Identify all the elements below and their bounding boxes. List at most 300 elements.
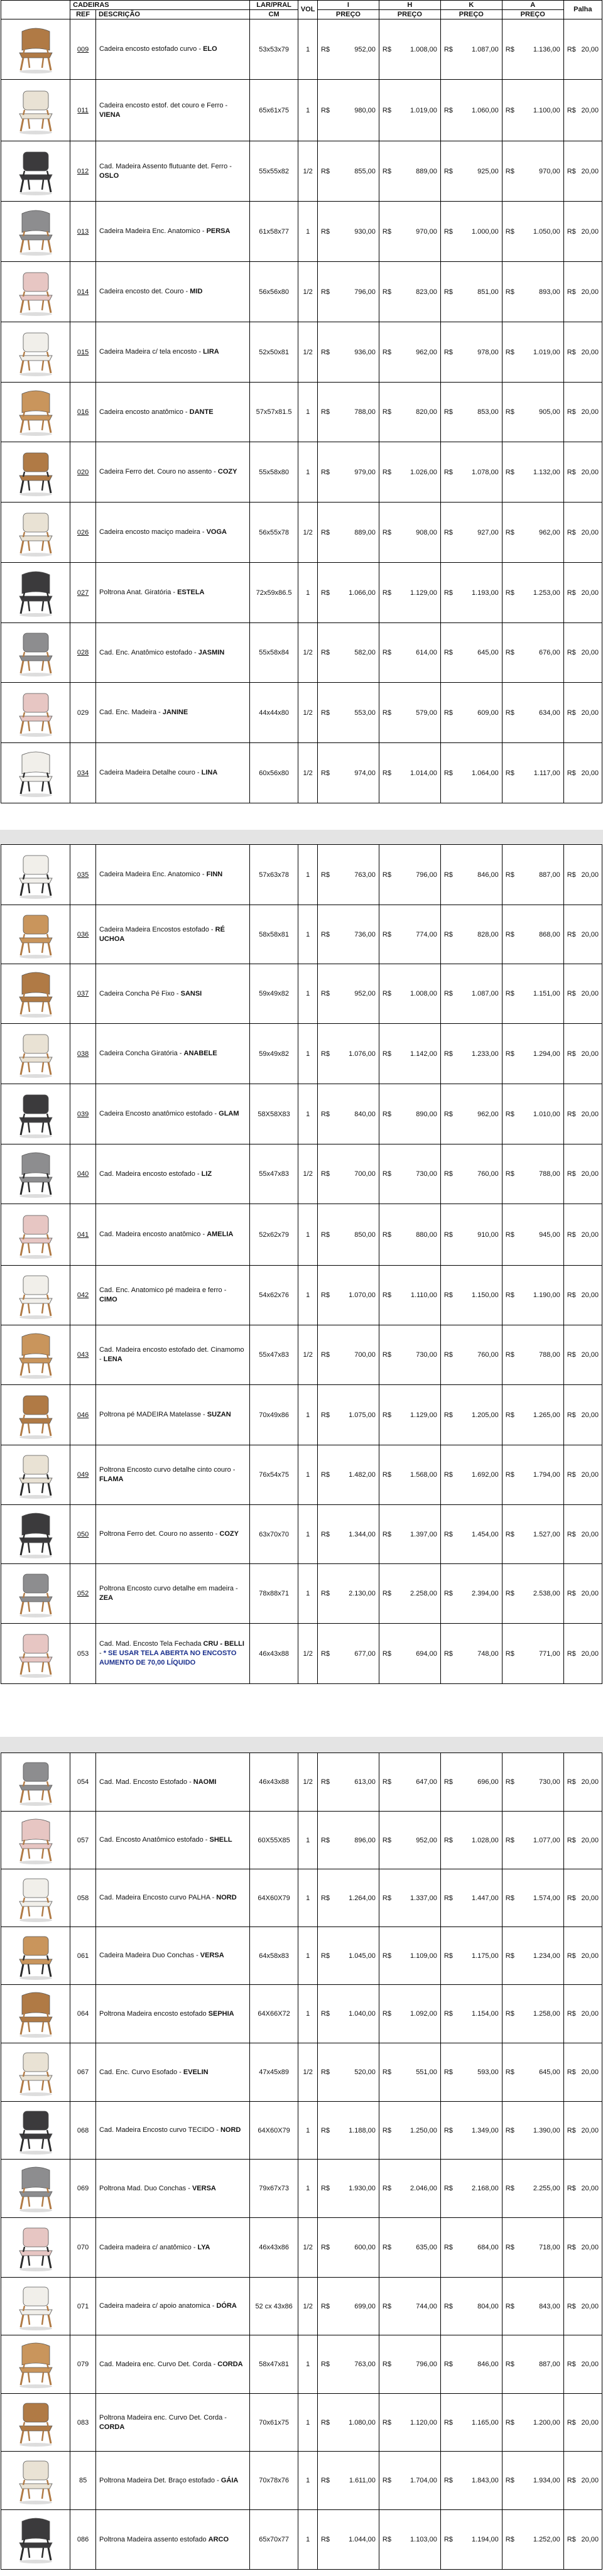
- price-value: 788,00: [539, 1170, 560, 1178]
- currency-symbol: R$: [443, 1471, 453, 1479]
- product-name: Cadeira Encosto anatômico estofado -: [99, 1110, 217, 1117]
- product-price: [379, 623, 440, 683]
- product-description: [95, 845, 249, 905]
- product-palha-price: [563, 845, 602, 905]
- product-dims: 60x56x80: [249, 743, 298, 803]
- price-value: 647,00: [416, 1778, 437, 1786]
- product-image: [1, 1084, 70, 1144]
- price-value: 796,00: [416, 2361, 437, 2368]
- product-dims: 57x57x81.5: [249, 383, 298, 442]
- product-row: [1, 2394, 602, 2452]
- product-price: [317, 1024, 379, 1084]
- product-row: [1, 1753, 602, 1812]
- currency-symbol: R$: [443, 2244, 453, 2251]
- product-row: [1, 442, 602, 503]
- product-palha-price: [563, 1144, 602, 1204]
- product-row: [1, 1084, 602, 1144]
- price-value: 1.843,00: [471, 2477, 499, 2484]
- price-value: 684,00: [477, 2244, 499, 2251]
- product-row: [1, 905, 602, 964]
- currency-symbol: R$: [567, 2477, 576, 2484]
- currency-symbol: R$: [320, 2126, 330, 2134]
- currency-symbol: R$: [505, 649, 514, 656]
- product-row: [1, 19, 602, 80]
- product-price: [502, 383, 563, 442]
- product-name: Poltrona pé MADEIRA Matelasse -: [99, 1411, 205, 1418]
- price-value: 551,00: [416, 2068, 437, 2076]
- product-palha-price: [563, 2510, 602, 2570]
- price-table-section: [0, 0, 603, 803]
- product-description: [95, 743, 249, 803]
- product-ref: [70, 2335, 96, 2394]
- product-row: [1, 1564, 602, 1624]
- currency-symbol: R$: [320, 2185, 330, 2192]
- price-value: 788,00: [354, 408, 376, 416]
- product-price: [502, 2160, 563, 2218]
- header-ref: REF: [70, 10, 96, 19]
- product-ref-code: 061: [77, 1952, 89, 1960]
- currency-symbol: R$: [567, 2068, 576, 2076]
- price-value: 1.934,00: [533, 2477, 560, 2484]
- currency-symbol: R$: [382, 1110, 391, 1118]
- price-value: 952,00: [354, 990, 376, 997]
- price-value: 1.190,00: [533, 1291, 560, 1299]
- product-model: PERSA: [206, 227, 231, 235]
- product-ref-code: 046: [77, 1411, 89, 1419]
- price-value: 974,00: [354, 769, 376, 777]
- product-price: [440, 262, 502, 322]
- product-price: [502, 141, 563, 202]
- palha-value: 20,00: [581, 1530, 599, 1538]
- currency-symbol: R$: [320, 528, 330, 536]
- product-row: [1, 964, 602, 1024]
- product-model: CORDA: [217, 2360, 243, 2368]
- price-table: [1, 1753, 602, 2570]
- product-row: [1, 202, 602, 262]
- product-palha-price: [563, 1266, 602, 1325]
- product-price: [502, 2102, 563, 2160]
- currency-symbol: R$: [320, 1471, 330, 1479]
- product-description: [95, 1753, 249, 1812]
- product-ref: [70, 1204, 96, 1266]
- currency-symbol: R$: [382, 1471, 391, 1479]
- currency-symbol: R$: [443, 649, 453, 656]
- product-description: [95, 905, 249, 964]
- currency-symbol: R$: [567, 1351, 576, 1359]
- price-value: 1.014,00: [410, 769, 437, 777]
- price-value: 1.193,00: [471, 589, 499, 597]
- currency-symbol: R$: [382, 1231, 391, 1239]
- product-ref: [70, 1869, 96, 1927]
- product-model: ESTELA: [177, 589, 205, 596]
- price-value: 962,00: [416, 348, 437, 356]
- product-ref: [70, 2160, 96, 2218]
- product-price: [502, 80, 563, 141]
- product-model: DANTE: [189, 408, 214, 416]
- product-description: [95, 1505, 249, 1564]
- price-value: 855,00: [354, 167, 376, 175]
- currency-symbol: R$: [567, 1778, 576, 1786]
- product-palha-price: [563, 743, 602, 803]
- currency-symbol: R$: [505, 106, 514, 114]
- product-price: [502, 1753, 563, 1812]
- price-value: 763,00: [354, 871, 376, 879]
- product-dims: 57x63x78: [249, 845, 298, 905]
- product-dims: 58x47x81: [249, 2335, 298, 2394]
- product-description: [95, 80, 249, 141]
- product-price: [502, 1266, 563, 1325]
- price-value: 979,00: [354, 468, 376, 476]
- product-price: [440, 19, 502, 80]
- currency-symbol: R$: [443, 2126, 453, 2134]
- product-vol: 1: [298, 2394, 318, 2452]
- price-value: 774,00: [416, 930, 437, 938]
- product-name: Cadeira encosto det. Couro -: [99, 288, 188, 295]
- currency-symbol: R$: [505, 2536, 514, 2543]
- product-price: [317, 2160, 379, 2218]
- product-price: [502, 442, 563, 503]
- price-value: 1.076,00: [349, 1050, 376, 1058]
- product-vol: 1: [298, 2102, 318, 2160]
- palha-value: 20,00: [581, 2126, 599, 2134]
- product-dims: 46x43x88: [249, 1753, 298, 1812]
- product-model: FINN: [206, 871, 223, 878]
- product-price: [440, 2335, 502, 2394]
- product-ref-code: 012: [77, 167, 89, 175]
- currency-symbol: R$: [320, 408, 330, 416]
- currency-symbol: R$: [567, 2536, 576, 2543]
- palha-value: 20,00: [581, 2185, 599, 2192]
- product-price: [317, 1266, 379, 1325]
- product-name: Cad. Madeira encosto anatômico -: [99, 1231, 205, 1238]
- product-name: Cadeira Madeira Duo Conchas -: [99, 1952, 198, 1959]
- product-model: VIENA: [99, 111, 121, 119]
- palha-value: 20,00: [581, 1291, 599, 1299]
- product-price: [502, 1812, 563, 1869]
- product-model: OSLO: [99, 171, 119, 180]
- product-ref-code: 029: [77, 709, 89, 717]
- product-row: [1, 262, 602, 322]
- product-price: [317, 1869, 379, 1927]
- section-separator: [0, 1737, 603, 1753]
- product-model: ELO: [203, 45, 217, 53]
- product-price: [379, 2160, 440, 2218]
- product-model: SEPHIA: [208, 2009, 234, 2018]
- currency-symbol: R$: [443, 709, 453, 717]
- price-value: 1.568,00: [410, 1471, 437, 1479]
- product-row: [1, 322, 602, 383]
- product-description: [95, 322, 249, 383]
- currency-symbol: R$: [505, 1530, 514, 1538]
- product-ref-code: 058: [77, 1894, 89, 1902]
- price-value: 908,00: [416, 528, 437, 536]
- product-vol: 1: [298, 80, 318, 141]
- currency-symbol: R$: [382, 2361, 391, 2368]
- currency-symbol: R$: [505, 871, 514, 879]
- price-value: 1.233,00: [471, 1050, 499, 1058]
- price-value: 614,00: [416, 649, 437, 656]
- product-price: [317, 442, 379, 503]
- product-image: [1, 563, 70, 623]
- product-price: [502, 1385, 563, 1445]
- product-ref-code: 014: [77, 288, 89, 296]
- product-vol: 1/2: [298, 623, 318, 683]
- product-price: [502, 2043, 563, 2102]
- currency-symbol: R$: [443, 45, 453, 53]
- product-price: [502, 1144, 563, 1204]
- price-value: 1.064,00: [471, 769, 499, 777]
- product-price: [317, 1204, 379, 1266]
- price-value: 600,00: [354, 2244, 376, 2251]
- price-value: 1.175,00: [471, 1952, 499, 1960]
- product-description: [95, 262, 249, 322]
- product-dims: 63x70x70: [249, 1505, 298, 1564]
- product-name: Poltrona Encosto curvo detalhe cinto couro -: [99, 1466, 236, 1474]
- product-price: [379, 2510, 440, 2570]
- product-price: [379, 1325, 440, 1385]
- product-description: [95, 1869, 249, 1927]
- header-descricao: DESCRIÇÃO: [95, 10, 249, 19]
- product-ref: [70, 1084, 96, 1144]
- price-value: 1.120,00: [410, 2418, 437, 2427]
- product-image: [1, 1325, 70, 1385]
- product-palha-price: [563, 383, 602, 442]
- product-ref: [70, 1812, 96, 1869]
- currency-symbol: R$: [443, 1231, 453, 1239]
- currency-symbol: R$: [320, 227, 330, 236]
- price-value: 2.130,00: [349, 1590, 376, 1597]
- product-price: [502, 2452, 563, 2510]
- currency-symbol: R$: [505, 1894, 514, 1902]
- product-model: ZEA: [99, 1594, 113, 1602]
- price-value: 1.110,00: [410, 1291, 437, 1299]
- product-description: [95, 1564, 249, 1624]
- price-value: 804,00: [477, 2302, 499, 2310]
- product-name: Poltrona Ferro det. Couro no assento -: [99, 1530, 218, 1538]
- product-price: [379, 1812, 440, 1869]
- currency-symbol: R$: [505, 769, 514, 777]
- product-vol: 1: [298, 1204, 318, 1266]
- product-name: Poltrona Madeira assento estofado: [99, 2535, 207, 2543]
- currency-symbol: R$: [567, 408, 576, 416]
- product-ref-code: 039: [77, 1110, 89, 1118]
- product-price: [379, 1385, 440, 1445]
- product-price: [440, 80, 502, 141]
- price-value: 846,00: [477, 2361, 499, 2368]
- product-price: [502, 1869, 563, 1927]
- currency-symbol: R$: [443, 227, 453, 236]
- product-ref: [70, 964, 96, 1024]
- product-palha-price: [563, 141, 602, 202]
- price-table: [1, 844, 602, 1684]
- price-value: 1.344,00: [349, 1530, 376, 1538]
- product-vol: 1: [298, 442, 318, 503]
- product-ref-code: 027: [77, 589, 89, 597]
- currency-symbol: R$: [443, 1110, 453, 1118]
- product-price: [379, 1505, 440, 1564]
- product-name: Poltrona Madeira Det. Braço estofado -: [99, 2476, 219, 2484]
- product-dims: 53x53x79: [249, 19, 298, 80]
- price-value: 962,00: [477, 1110, 499, 1118]
- product-dims: 44x44x80: [249, 683, 298, 743]
- product-price: [317, 19, 379, 80]
- product-price: [317, 1753, 379, 1812]
- currency-symbol: R$: [382, 1952, 391, 1960]
- product-price: [317, 1985, 379, 2043]
- currency-symbol: R$: [382, 709, 391, 717]
- product-price: [317, 80, 379, 141]
- currency-symbol: R$: [505, 709, 514, 717]
- product-image: [1, 2160, 70, 2218]
- product-image: [1, 1505, 70, 1564]
- price-value: 927,00: [477, 528, 499, 536]
- product-dims: 65x70x77: [249, 2510, 298, 2570]
- price-value: 936,00: [354, 348, 376, 356]
- product-ref-code: 040: [77, 1170, 89, 1178]
- product-palha-price: [563, 1985, 602, 2043]
- product-price: [502, 2510, 563, 2570]
- product-name: Poltrona Madeira enc. Curvo Det. Corda -: [99, 2413, 227, 2421]
- price-value: 677,00: [354, 1649, 376, 1658]
- product-ref: [70, 1385, 96, 1445]
- product-description: [95, 1266, 249, 1325]
- product-price: [317, 1325, 379, 1385]
- palha-value: 20,00: [581, 1894, 599, 1902]
- currency-symbol: R$: [443, 408, 453, 416]
- price-value: 1.136,00: [533, 45, 560, 53]
- product-description: [95, 442, 249, 503]
- currency-symbol: R$: [505, 1411, 514, 1419]
- product-price: [440, 1812, 502, 1869]
- header-title: CADEIRAS: [70, 1, 250, 10]
- product-vol: 1: [298, 1266, 318, 1325]
- product-model: DÓRA: [216, 2302, 237, 2310]
- palha-value: 20,00: [581, 871, 599, 879]
- currency-symbol: R$: [567, 45, 576, 53]
- price-value: 694,00: [416, 1649, 437, 1658]
- product-palha-price: [563, 964, 602, 1024]
- product-ref-code: 070: [77, 2244, 89, 2251]
- product-price: [502, 1505, 563, 1564]
- product-price: [379, 2335, 440, 2394]
- price-value: 1.234,00: [533, 1952, 560, 1960]
- product-model: ARCO: [208, 2535, 229, 2543]
- price-value: 1.117,00: [533, 769, 560, 777]
- product-vol: 1: [298, 1445, 318, 1505]
- product-ref-code: 054: [77, 1778, 89, 1786]
- price-value: 1.194,00: [471, 2536, 499, 2543]
- product-price: [440, 2160, 502, 2218]
- palha-value: 20,00: [581, 1411, 599, 1419]
- product-ref-code: 049: [77, 1471, 89, 1479]
- product-price: [379, 2102, 440, 2160]
- currency-symbol: R$: [505, 990, 514, 997]
- product-price: [440, 1144, 502, 1204]
- product-image: [1, 19, 70, 80]
- currency-symbol: R$: [443, 348, 453, 356]
- price-value: 930,00: [354, 227, 376, 236]
- product-ref: [70, 905, 96, 964]
- currency-symbol: R$: [320, 1110, 330, 1118]
- product-price: [440, 2452, 502, 2510]
- price-value: 1.066,00: [349, 589, 376, 597]
- product-palha-price: [563, 2278, 602, 2335]
- product-ref: [70, 2043, 96, 2102]
- product-price: [317, 1445, 379, 1505]
- product-vol: 1: [298, 1869, 318, 1927]
- product-price: [379, 2452, 440, 2510]
- price-value: 978,00: [477, 348, 499, 356]
- currency-symbol: R$: [505, 1649, 514, 1658]
- product-model: COZY: [217, 468, 237, 476]
- currency-symbol: R$: [505, 1110, 514, 1118]
- product-model: VERSA: [200, 1952, 224, 1959]
- product-image: [1, 1927, 70, 1985]
- product-vol: 1/2: [298, 1325, 318, 1385]
- price-value: 796,00: [416, 871, 437, 879]
- currency-symbol: R$: [382, 1894, 391, 1902]
- currency-symbol: R$: [443, 2361, 453, 2368]
- currency-symbol: R$: [382, 589, 391, 597]
- product-dims: 64X66X72: [249, 1985, 298, 2043]
- product-dims: 58X58X83: [249, 1084, 298, 1144]
- currency-symbol: R$: [567, 1291, 576, 1299]
- product-price: [317, 1144, 379, 1204]
- product-ref-code: 052: [77, 1590, 89, 1597]
- product-image: [1, 262, 70, 322]
- product-name: Cadeira Concha Pé Fixo -: [99, 989, 179, 997]
- currency-symbol: R$: [320, 468, 330, 476]
- product-price: [317, 2394, 379, 2452]
- product-price: [440, 2278, 502, 2335]
- price-value: 1.205,00: [471, 1411, 499, 1419]
- product-ref: [70, 2510, 96, 2570]
- product-row: [1, 383, 602, 442]
- product-vol: 1/2: [298, 1144, 318, 1204]
- product-row: [1, 503, 602, 563]
- product-price: [502, 1624, 563, 1684]
- price-value: 771,00: [539, 1649, 560, 1658]
- price-value: 1.045,00: [349, 1952, 376, 1960]
- product-dims: 59x49x82: [249, 1024, 298, 1084]
- product-image: [1, 1564, 70, 1624]
- currency-symbol: R$: [443, 167, 453, 175]
- product-ref-code: 028: [77, 649, 89, 656]
- currency-symbol: R$: [382, 1291, 391, 1299]
- palha-value: 20,00: [581, 1231, 599, 1239]
- palha-value: 20,00: [581, 1050, 599, 1058]
- product-dims: 64x58x83: [249, 1927, 298, 1985]
- product-description: [95, 1325, 249, 1385]
- product-model: CIMO: [99, 1296, 117, 1303]
- price-value: 2.046,00: [410, 2185, 437, 2192]
- currency-symbol: R$: [320, 990, 330, 997]
- price-value: 1.008,00: [410, 990, 437, 997]
- product-description: [95, 1144, 249, 1204]
- product-description: [95, 2335, 249, 2394]
- palha-value: 20,00: [581, 2361, 599, 2368]
- product-price: [502, 2278, 563, 2335]
- price-value: 1.527,00: [533, 1530, 560, 1538]
- product-price: [379, 141, 440, 202]
- price-value: 2.258,00: [410, 1590, 437, 1597]
- product-price: [317, 563, 379, 623]
- currency-symbol: R$: [505, 2185, 514, 2192]
- product-ref: [70, 1564, 96, 1624]
- currency-symbol: R$: [505, 1836, 514, 1844]
- currency-symbol: R$: [320, 1351, 330, 1359]
- price-value: 1.349,00: [471, 2126, 499, 2134]
